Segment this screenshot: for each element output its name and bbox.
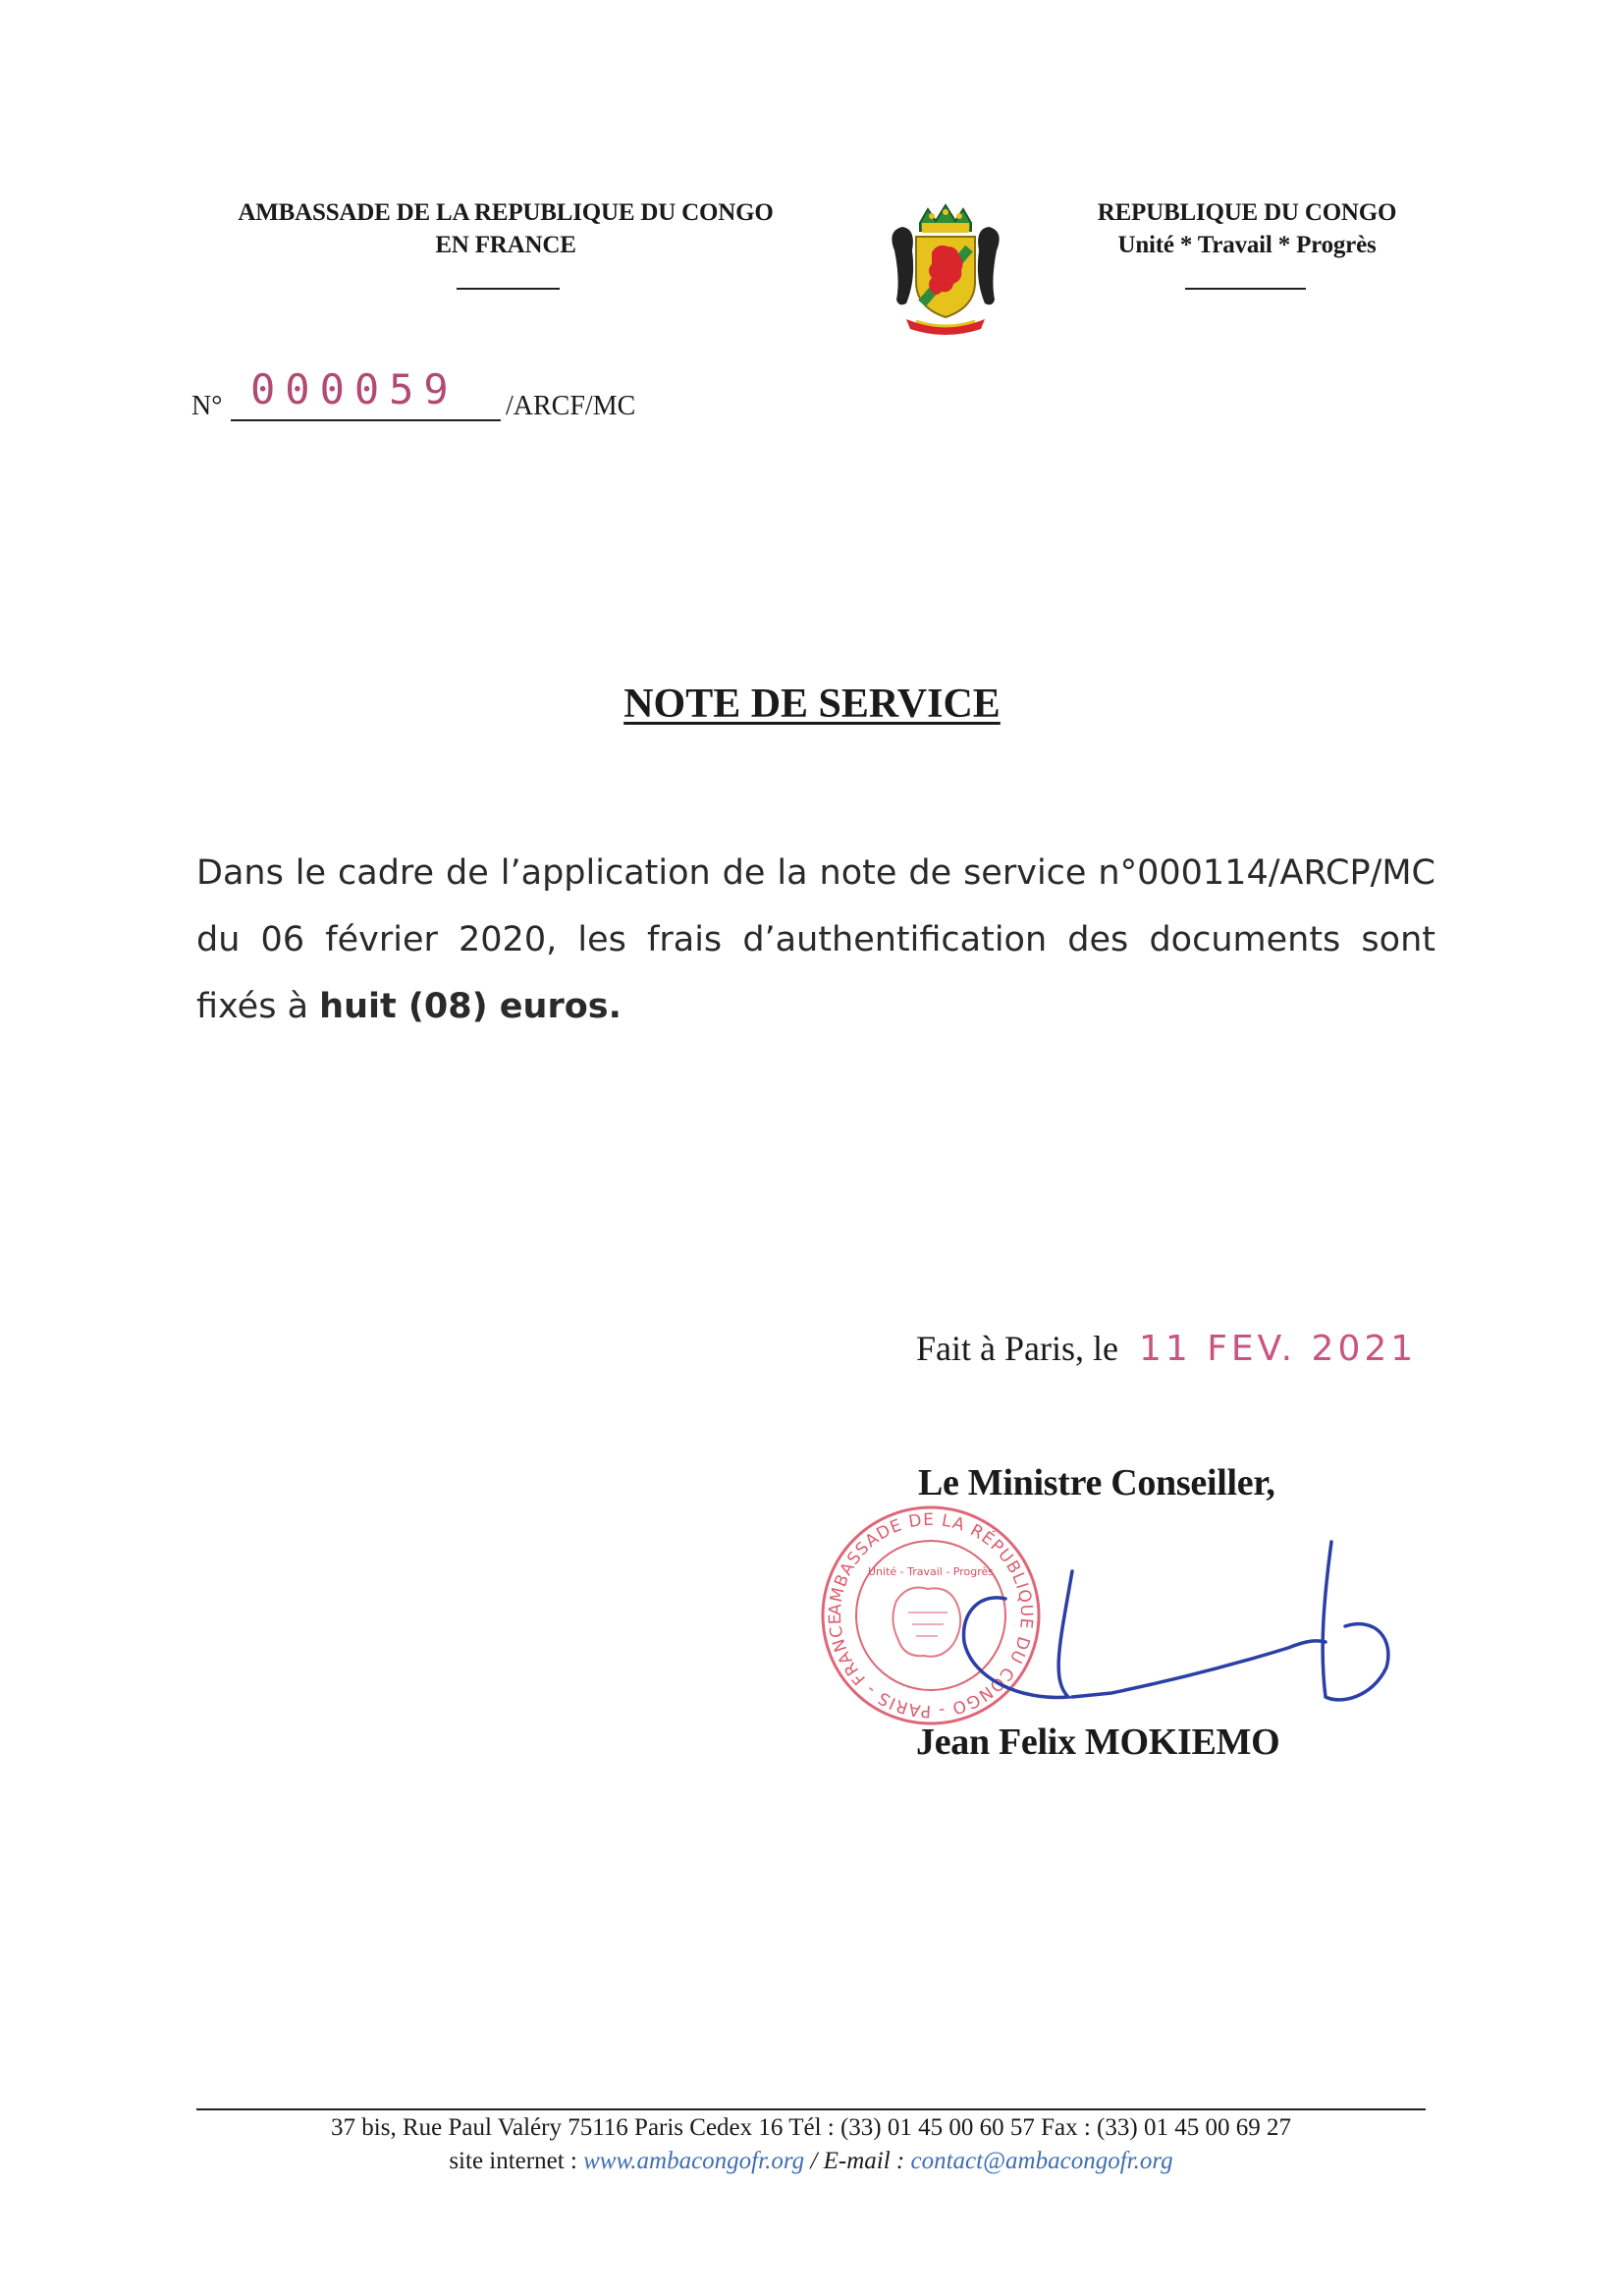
embassy-location: EN FRANCE (435, 232, 576, 258)
signatory-title: Le Ministre Conseiller, (918, 1462, 1275, 1503)
email-label: E-mail : (823, 2148, 905, 2174)
body-text: Dans le cadre de l’application de la note de service n°000114/ARCP/MC du 06 février 2020, les frais d’authentification des documents sont fixés à (196, 853, 1435, 1026)
date-stamp: 11 FEV. 2021 (1138, 1329, 1418, 1369)
date-prefix: Fait à Paris, le (916, 1329, 1118, 1368)
header-right-divider (1185, 288, 1306, 290)
footer-links (196, 2145, 1426, 2178)
header-left-divider (457, 288, 560, 290)
reference-underline (231, 419, 501, 421)
reference-suffix: /ARCF/MC (506, 391, 636, 421)
seal-motto: Unité - Travail - Progrès (867, 1565, 995, 1578)
email-link[interactable]: contact@ambacongofr.org (910, 2148, 1173, 2174)
reference-line (191, 365, 702, 434)
handwritten-signature (903, 1532, 1404, 1709)
coat-of-arms-emblem (877, 201, 1014, 337)
footer-separator: / (810, 2148, 818, 2174)
site-label: site internet : (449, 2148, 577, 2174)
embassy-header (196, 196, 815, 261)
footer-divider (196, 2108, 1426, 2110)
embassy-name: AMBASSADE DE LA REPUBLIQUE DU CONGO (238, 199, 774, 226)
footer-address: 37 bis, Rue Paul Valéry 75116 Paris Cedex 16 Tél : (33) 01 45 00 60 57 Fax : (33) 01 45 00 69 27 (331, 2114, 1291, 2141)
body-amount: huit (08) euros. (319, 987, 622, 1026)
seal-outer-text: AMBASSADE DE LA RÉPUBLIQUE DU CONGO - PARIS - FRANCE (825, 1509, 1037, 1722)
website-link[interactable]: www.ambacongofr.org (583, 2148, 805, 2174)
signatory-name: Jean Felix MOKIEMO (916, 1722, 1280, 1763)
body-paragraph (196, 840, 1435, 1040)
document-title (0, 681, 1624, 728)
reference-number-stamp: 000059 (250, 365, 459, 413)
republic-motto: Unité * Travail * Progrès (1117, 232, 1377, 258)
republic-header (1060, 196, 1434, 261)
reference-prefix: N° (191, 391, 223, 421)
republic-name: REPUBLIQUE DU CONGO (1097, 199, 1397, 226)
document-title-text: NOTE DE SERVICE (623, 682, 1001, 727)
date-line (916, 1328, 1417, 1369)
footer-contact (196, 2111, 1426, 2178)
